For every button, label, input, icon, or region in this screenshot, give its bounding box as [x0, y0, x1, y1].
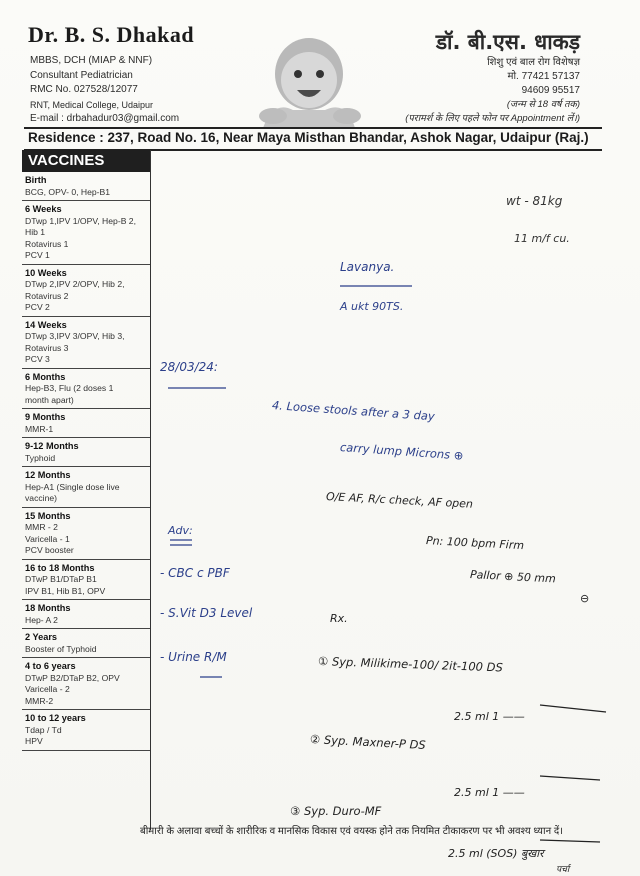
rmc-number: RMC No. 027528/12077 — [30, 84, 138, 95]
vaccine-age: 6 Weeks — [25, 204, 62, 214]
vaccine-item: Booster of Typhoid — [25, 643, 97, 654]
vaccines-title: VACCINES — [22, 150, 150, 172]
rx-item-2: ② Syp. Maxner-P DS — [309, 732, 427, 753]
vaccine-item: Hep-B3, Flu (2 doses 1 — [25, 383, 114, 393]
vaccine-item: PCV 1 — [25, 250, 50, 260]
vaccine-age: 10 to 12 years — [25, 713, 86, 723]
specialty-hindi: शिशु एवं बाल रोग विशेषज्ञ — [487, 57, 580, 68]
vaccine-age: 6 Months — [25, 371, 66, 382]
vaccine-item: Rotavirus 2 — [25, 290, 69, 301]
vaccine-item: Rotavirus 3 — [25, 342, 69, 353]
vaccine-item: Varicella - 2 — [25, 684, 70, 694]
vaccine-item: HPV — [25, 736, 43, 746]
vaccine-age: 9 Months — [25, 412, 66, 422]
patient-name: Lavanya. — [340, 260, 395, 274]
vaccine-item: MMR-2 — [25, 695, 54, 706]
rx-item-2-dose: 2.5 ml 1 —— — [454, 786, 525, 799]
exam-line-1: O/E AF, R/c check, AF open — [325, 490, 474, 511]
rx-item-3-dose: 2.5 ml (SOS) बुखार — [448, 847, 544, 860]
vaccine-item: IPV B1, Hib B1, OPV — [25, 585, 106, 596]
vaccine-item: Tdap / Td — [25, 724, 62, 735]
vaccine-item: DTwp 2,IPV 2/OPV, Hib 2, — [25, 279, 125, 289]
vaccine-age: 4 to 6 years — [25, 661, 76, 671]
doctor-name-hindi: डॉ. बी.एस. धाकड़ — [435, 30, 580, 54]
vaccine-age: Birth — [25, 175, 47, 185]
doctor-name: Dr. B. S. Dhakad — [28, 22, 195, 47]
vaccine-age: 16 to 18 Months — [25, 562, 95, 573]
residence-address: Residence : 237, Road No. 16, Near Maya Misthan Bhandar, Ashok Nagar, Udaipur (Raj.) — [28, 130, 589, 145]
vaccine-item: Hib 1 — [25, 227, 46, 237]
rx-item-1: ① Syp. Milikime-100/ 2it-100 DS — [317, 654, 504, 675]
vaccine-item: DTwP B2/DTaP B2, OPV — [25, 672, 120, 683]
advice-label: Adv: — [168, 524, 193, 537]
visit-date: 28/03/24: — [160, 360, 218, 374]
vaccine-age: 2 Years — [25, 632, 58, 642]
vaccine-item: DTwp 1,IPV 1/OPV, Hep-B 2, — [25, 215, 136, 226]
investigation-2: - S.Vit D3 Level — [160, 606, 253, 620]
age-sex-note: 11 m/f cu. — [514, 232, 570, 245]
investigation-1: - CBC c PBF — [160, 566, 230, 580]
mobile-2: 94609 95517 — [521, 85, 580, 96]
rx-item-3: ③ Syp. Duro-MF — [290, 804, 382, 818]
appointment-note: (परामर्श के लिए पहले फोन पर Appointment लें।) — [405, 113, 580, 124]
footer-note: बीमारी के अलावा बच्चों के शारीरिक व मानसिक विकास एवं वयस्क होने तक नियमित टीकाकरण पर भी अवश्य ध्यान दें। — [140, 826, 563, 837]
exam-line-3: Pallor ⊕ 50 mm — [469, 568, 557, 586]
weight-note: wt - 81kg — [506, 194, 563, 208]
signature: पर्चा — [556, 865, 570, 875]
exam-line-2: Pn: 100 bpm Firm — [425, 534, 525, 553]
vaccine-item: Typhoid — [25, 452, 56, 463]
vaccine-age: 12 Months — [25, 470, 71, 480]
investigation-3: - Urine R/M — [160, 650, 227, 664]
role: Consultant Pediatrician — [30, 69, 133, 81]
rx-item-1-dose: 2.5 ml 1 —— — [454, 710, 525, 723]
vaccine-age: 10 Weeks — [25, 267, 67, 278]
patient-address: A ukt 90TS. — [340, 300, 404, 313]
vaccine-item: Hep-A1 (Single dose live — [25, 481, 120, 492]
vaccine-item: Varicella - 1 — [25, 533, 70, 544]
qualifications: MBBS, DCH (MIAP & NNF) — [30, 55, 153, 66]
vaccine-item: MMR-1 — [25, 423, 54, 434]
vaccine-item: MMR - 2 — [25, 522, 58, 532]
vaccine-item: PCV 2 — [25, 302, 50, 312]
vaccine-item: PCV booster — [25, 545, 74, 555]
vaccine-item: DTwP B1/DTaP B1 — [25, 574, 97, 584]
complaint-line-1: 4. Loose stools after a 3 day — [271, 398, 436, 424]
vaccine-item: PCV 3 — [25, 354, 50, 364]
complaint-line-2: carry lump Microns ⊕ — [339, 440, 464, 463]
vaccine-item: vaccine) — [25, 493, 57, 503]
vaccine-item: BCG, OPV- 0, Hep-B1 — [25, 186, 111, 197]
vaccine-age: 18 Months — [25, 603, 71, 613]
vaccine-item: month apart) — [25, 394, 74, 405]
mobile-1: मो. 77421 57137 — [507, 71, 580, 82]
vaccine-item: DTwp 3,IPV 3/OPV, Hib 3, — [25, 331, 125, 341]
vaccine-age: 15 Months — [25, 510, 71, 521]
exam-line-4: ⊖ — [580, 592, 590, 605]
email: E-mail : drbahadur03@gmail.com — [30, 113, 180, 124]
rx-label: Rx. — [330, 612, 348, 625]
vaccine-age: 9-12 Months — [25, 441, 79, 451]
vaccine-age: 14 Weeks — [25, 319, 67, 330]
age-note: (जन्म से 18 वर्ष तक) — [506, 99, 580, 110]
vaccine-item: Rotavirus 1 — [25, 238, 69, 249]
vaccine-item: Hep- A 2 — [25, 614, 58, 625]
institution: RNT, Medical College, Udaipur — [30, 99, 154, 110]
